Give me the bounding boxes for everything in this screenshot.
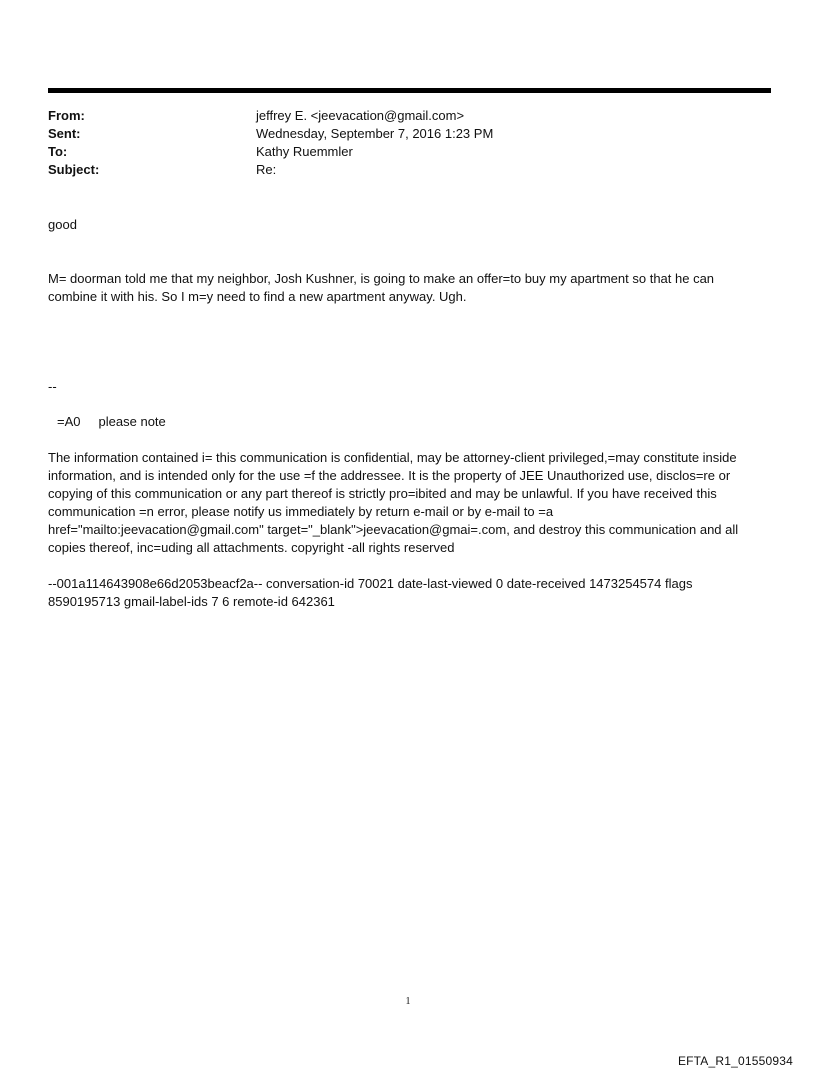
sent-value: Wednesday, September 7, 2016 1:23 PM [256,126,494,141]
message-text: M= doorman told me that my neighbor, Josh Kushner, is going to make an offer=to buy my apartment so that he can combine it with his. So I m=y need to find a new apartment anyway. Ugh. [48,271,715,304]
header-divider [48,88,771,93]
sent-row [48,125,768,143]
to-row [48,143,768,161]
from-label: From: [48,108,85,123]
from-row [48,107,768,125]
page-number: 1 [405,996,411,1007]
sent-label: Sent: [48,126,81,141]
subject-row [48,161,768,179]
to-value: Kathy Ruemmler [256,144,353,159]
subject-value: Re: [256,162,277,177]
subject-label: Subject: [48,162,100,177]
email-header [48,107,768,179]
confidentiality-disclaimer: The information contained i= this communication is confidential, may be attorney-client privileged,=may constitute inside information, and is intended only for the use =f the addressee. It is the property of JEE Unauthorized use, disclos=re or copying of this communication or any part thereof is strictly pro=ibited and may be unlawful. If you have received this communication =n error, please notify us immediately by return e-mail or by e-mail to =a href="mailto:jeevacation@gmail.com" target="_blank">jeevacation@gmai=.com, and destroy this communication and all copies thereof, inc=uding all attachments. copyright -all rights reserved [48,450,739,555]
signature-separator: -- [48,379,57,394]
to-label: To: [48,144,68,159]
message-metadata: --001a114643908e66d2053beacf2a-- conversation-id 70021 date-last-viewed 0 date-received 1473254574 flags 8590195713 gmail-label-ids 7 6 remote-id 642361 [48,576,693,609]
document-id: EFTA_R1_01550934 [677,1054,793,1068]
from-value: jeffrey E. <jeevacation@gmail.com> [256,108,465,123]
greeting-text: good [48,217,77,232]
please-note-text: =A0 please note [57,414,166,429]
